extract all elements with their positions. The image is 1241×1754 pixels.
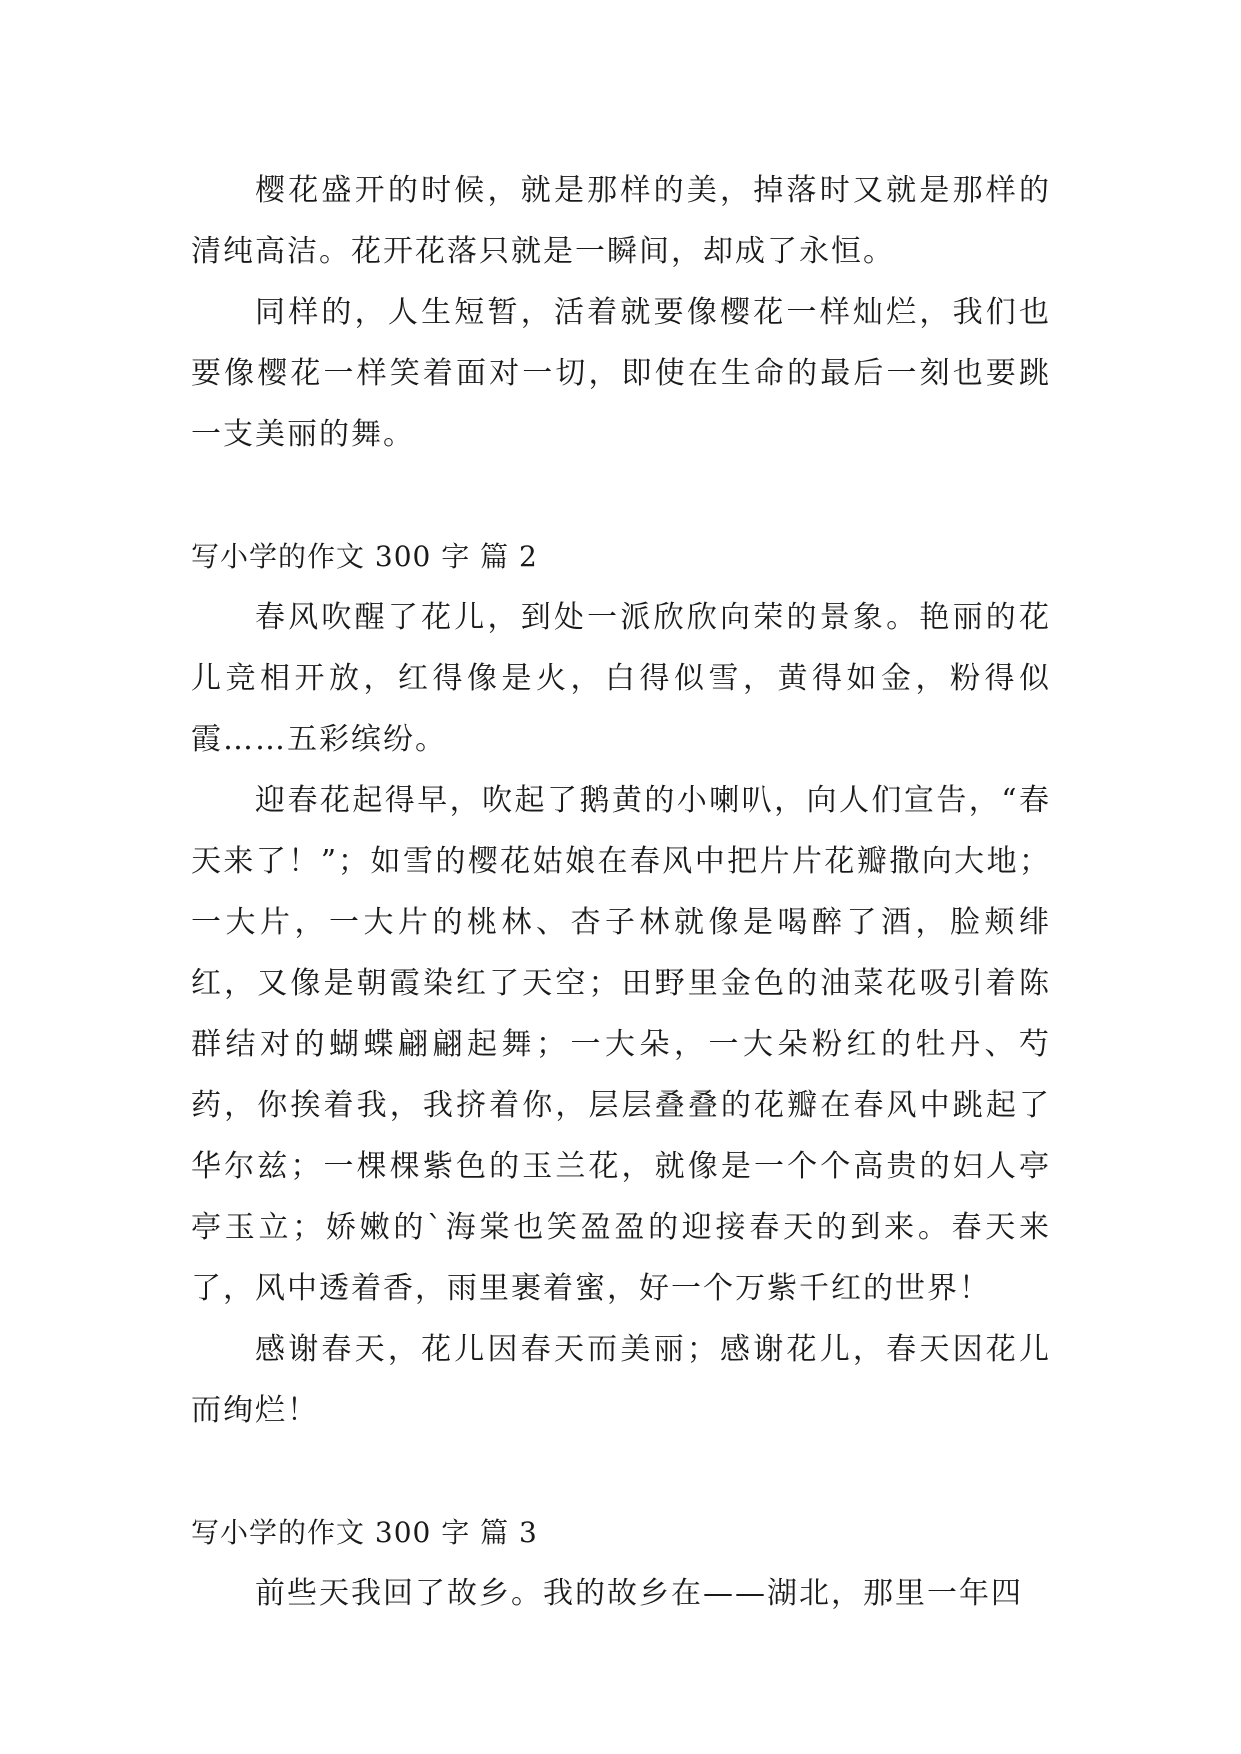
paragraph: 同样的，人生短暂，活着就要像樱花一样灿烂，我们也要像樱花一样笑着面对一切，即使在生命的最后一刻也要跳一支美丽的舞。 [191,295,1051,452]
section-heading: 写小学的作文 300 字 篇 2 [191,540,538,573]
paragraph: 春风吹醒了花儿，到处一派欣欣向荣的景象。艳丽的花儿竞相开放，红得像是火，白得似雪，黄得如金，粉得似霞……五彩缤纷。 [191,600,1051,757]
paragraph: 感谢春天，花儿因春天而美丽；感谢花儿，春天因花儿而绚烂！ [191,1332,1051,1428]
paragraph: 迎春花起得早，吹起了鹅黄的小喇叭，向人们宣告，“春天来了！”；如雪的樱花姑娘在春风中把片片花瓣撒向大地；一大片，一大片的桃林、杏子林就像是喝醉了酒，脸颊绯红，又像是朝霞染红了天空；田野里金色的油菜花吸引着陈群结对的蝴蝶翩翩起舞；一大朵，一大朵粉红的牡丹、芍药，你挨着我，我挤着你，层层叠叠的花瓣在春风中跳起了华尔兹；一棵棵紫色的玉兰花，就像是一个个高贵的妇人亭亭玉立；娇嫩的`海棠也笑盈盈的迎接春天的到来。春天来了，风中透着香，雨里裹着蜜，好一个万紫千红的世界！ [191,783,1051,1306]
section-heading: 写小学的作文 300 字 篇 3 [191,1516,538,1549]
paragraph: 樱花盛开的时候，就是那样的美，掉落时又就是那样的清纯高洁。花开花落只就是一瞬间，却成了永恒。 [191,173,1051,269]
paragraph: 前些天我回了故乡。我的故乡在——湖北，那里一年四 [255,1576,1023,1611]
document-body [191,160,1051,1624]
